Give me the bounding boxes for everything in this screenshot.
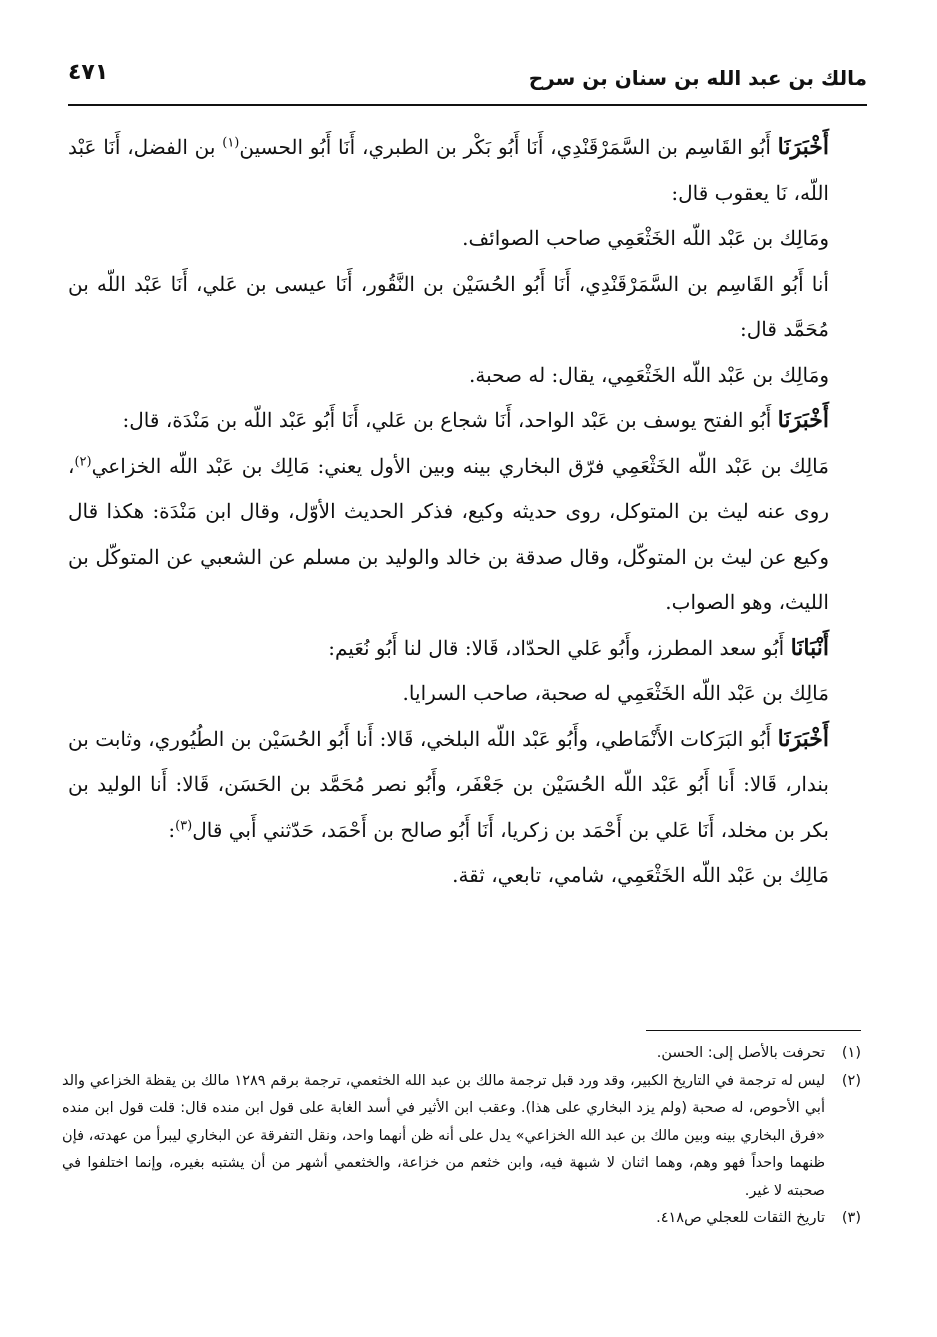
footnote-text: تحرفت بالأصل إلى: الحسن. bbox=[656, 1045, 825, 1061]
paragraph-6 bbox=[68, 444, 861, 626]
paragraph-9 bbox=[68, 717, 861, 854]
footnote-ref-2: (٢) bbox=[74, 453, 92, 469]
paragraph-2: ومَالِك بن عَبْد اللّه الخَثْعَمِي صاحب الصوائف. bbox=[462, 226, 829, 250]
footnote-text: تاريخ الثقات للعجلي ص٤١٨. bbox=[656, 1210, 825, 1226]
paragraph-7-text: أَبُو سعد المطرز، وأَبُو عَلي الحدّاد، قَالا: قال لنا أَبُو نُعَيم: bbox=[328, 635, 791, 660]
paragraph-6-text-a: مَالِك بن عَبْد اللّه الخَثْعَمِي فرّق البخاري بينه وبين الأول يعني: مَالِك بن عَبْد اللّه الخزاعي bbox=[91, 453, 829, 478]
paragraph-7 bbox=[68, 626, 861, 672]
footnote-2 bbox=[62, 1068, 861, 1206]
paragraph-1-text-a: أَبُو القَاسِم بن السَّمَرْقَنْدِي، أَنَا أَبُو بَكْر بن الطبري، أَنَا أَبُو الحسين bbox=[239, 135, 778, 159]
footnote-separator bbox=[646, 1030, 861, 1031]
paragraph-10: مَالِك بن عَبْد اللّه الخَثْعَمِي، شامي، تابعي، ثقة. bbox=[452, 863, 829, 887]
footnote-ref-1: (١) bbox=[222, 135, 240, 151]
paragraph-8: مَالِك بن عَبْد اللّه الخَثْعَمِي له صحبة، صاحب السرايا. bbox=[402, 681, 829, 705]
paragraph-1 bbox=[68, 125, 861, 216]
footnote-text: ليس له ترجمة في التاريخ الكبير، وقد ورد قبل ترجمة مالك بن عبد الله الخثعمي، ترجمة برقم ١٢٨٩ مالك بن يقظة الخزاعي والد أبي الأحوص، له صحبة (ولم يزد البخاري على هذا). وعقب ابن الأثير في أسد الغابة على قول ابن منده قال: قلت قول ابن منده «فرق البخاري بينه وبين مالك بن عبد الله الخزاعي» يدل على أنه ظن أنهما واحد، ونقل التفرقة عن البخاري ليبرأ من عهدته، فإن ظنهما واحداً فهو وهم، وهما اثنان لا شبهة فيه، وابن خثعم من خزاعة، والخثعمي أشهر من أن يشتبه بغيره، وإنما اختلفوا في صحبته لا غير. bbox=[62, 1072, 825, 1199]
footnote-1 bbox=[62, 1040, 861, 1068]
page-header bbox=[68, 58, 867, 102]
keyword-akhbarana: أَخْبَرَنَا bbox=[777, 134, 829, 160]
paragraph-5-text: أَبُو الفتح يوسف بن عَبْد الواحد، أَنَا شجاع بن عَلي، أَنَا أَبُو عَبْد اللّه بن مَنْدَة، قال: bbox=[122, 408, 778, 432]
paragraph-9-text-a: أَبُو البَرَكات الأَنْمَاطي، وأَبُو عَبْد اللّه البلخي، قَالا: أَنا أَبُو الحُسَيْن بن الطُيُوري، وثابت بن بندار، قَالا: أَنا أَبُو عَبْد اللّه الحُسَيْن بن جَعْفَر، وأَبُو نصر مُحَمَّد بن الحَسَن، قَالا: أَنا الوليد بن بكر بن مخلد، أَنَا عَلي بن أَحْمَد بن زكريا، أَنَا أَبُو صالح بن أَحْمَد، حَدّثني أَبي قال bbox=[68, 726, 829, 842]
paragraph-4: ومَالِك بن عَبْد اللّه الخَثْعَمِي، يقال: له صحبة. bbox=[469, 362, 829, 387]
footnote-number: (١) bbox=[841, 1045, 861, 1061]
paragraph-6-text-b: ، روى عنه ليث بن المتوكل، روى حديثه وكيع، فذكر الحديث الأوّل، وقال ابن مَنْدَة: هكذا قال وكيع عن ليث بن المتوكّل، وقال صدقة بن خالد والوليد بن مسلم عن الشعبي عن المتوكّل بن الليث، وهو الصواب. bbox=[68, 453, 829, 614]
header-rule bbox=[68, 104, 867, 106]
keyword-anbana: أَنْبَانَا bbox=[790, 634, 829, 661]
footnote-ref-3: (٣) bbox=[175, 817, 193, 833]
running-title: مالك بن عبد الله بن سنان بن سرح bbox=[528, 66, 867, 90]
footnote-number: (٢) bbox=[841, 1072, 861, 1089]
footnote-number: (٣) bbox=[841, 1210, 861, 1226]
keyword-akhbarana: أَخْبَرَنَا bbox=[777, 725, 829, 752]
footnotes bbox=[62, 1040, 861, 1233]
page-number: ٤٧١ bbox=[68, 60, 109, 85]
main-text bbox=[68, 125, 861, 899]
paragraph-1-text-b: بن الفضل، أَنَا عَبْد اللّه، نَا يعقوب قال: bbox=[68, 135, 829, 205]
paragraph-9-text-b: : bbox=[168, 817, 176, 842]
paragraph-5 bbox=[68, 398, 861, 444]
paragraph-3: أنا أَبُو القَاسِم بن السَّمَرْقَنْدِي، أَنَا أَبُو الحُسَيْن بن النَّقُور، أَنَا عيسى بن عَلي، أَنَا عَبْد اللّه بن مُحَمَّد قال: bbox=[68, 271, 829, 341]
keyword-akhbarana: أَخْبَرَنَا bbox=[777, 407, 829, 433]
footnote-3 bbox=[62, 1205, 861, 1233]
